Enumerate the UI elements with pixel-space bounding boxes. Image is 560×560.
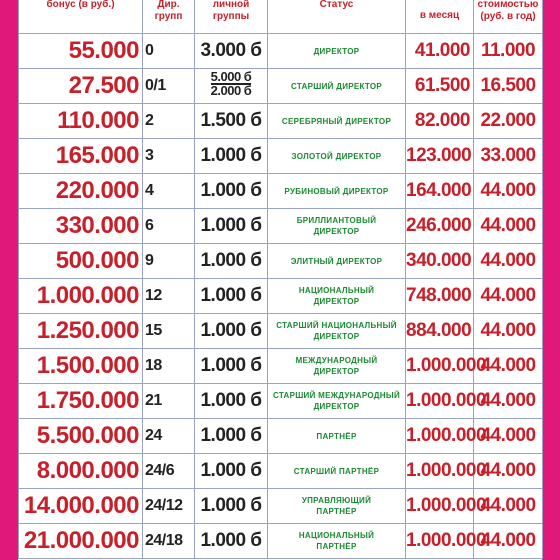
bonus-cell: 5.500.000 xyxy=(19,419,143,454)
header-personal-group: личной группы xyxy=(195,0,268,34)
month-cell: 123.000 xyxy=(406,139,474,174)
personal-group-cell: 1.500 б xyxy=(195,104,268,139)
month-cell: 164.000 xyxy=(406,174,474,209)
value-cell: 44.000 xyxy=(474,454,543,489)
personal-group-cell: 1.000 б xyxy=(195,279,268,314)
value-cell: 44.000 xyxy=(474,419,543,454)
table-row xyxy=(19,69,543,104)
dir-groups-cell: 3 xyxy=(143,139,195,174)
value-cell: 44.000 xyxy=(474,244,543,279)
table-row xyxy=(19,279,543,314)
dir-groups-cell: 0 xyxy=(143,34,195,69)
dir-groups-cell: 9 xyxy=(143,244,195,279)
table-row xyxy=(19,524,543,559)
month-cell: 1.000.000 xyxy=(406,349,474,384)
table-row xyxy=(19,104,543,139)
status-cell: БРИЛЛИАНТОВЫЙ ДИРЕКТОР xyxy=(268,209,406,244)
value-cell: 44.000 xyxy=(474,314,543,349)
status-cell: СЕРЕБРЯНЫЙ ДИРЕКТОР xyxy=(268,104,406,139)
bonus-cell: 14.000.000 xyxy=(19,489,143,524)
bonus-cell: 330.000 xyxy=(19,209,143,244)
value-cell: 22.000 xyxy=(474,104,543,139)
personal-group-bottom: 2.000 б xyxy=(210,83,252,98)
personal-group-cell: 1.000 б xyxy=(195,454,268,489)
personal-group-cell: 1.000 б xyxy=(195,349,268,384)
bonus-cell: 55.000 xyxy=(19,34,143,69)
dir-groups-cell: 18 xyxy=(143,349,195,384)
dir-groups-cell: 15 xyxy=(143,314,195,349)
table-row xyxy=(19,314,543,349)
table-row xyxy=(19,349,543,384)
personal-group-top: 5.000 б xyxy=(210,69,252,84)
value-cell: 44.000 xyxy=(474,174,543,209)
month-cell: 41.000 xyxy=(406,34,474,69)
status-cell: СТАРШИЙ НАЦИОНАЛЬНЫЙ ДИРЕКТОР xyxy=(268,314,406,349)
personal-group-cell: 1.000 б xyxy=(195,244,268,279)
value-cell: 11.000 xyxy=(474,34,543,69)
table-row xyxy=(19,384,543,419)
bonus-cell: 220.000 xyxy=(19,174,143,209)
bonus-cell: 500.000 xyxy=(19,244,143,279)
status-cell: ПАРТНЁР xyxy=(268,419,406,454)
value-cell: 44.000 xyxy=(474,279,543,314)
value-cell: 16.500 xyxy=(474,69,543,104)
value-cell: 44.000 xyxy=(474,524,543,559)
status-cell: СТАРШИЙ ПАРТНЁР xyxy=(268,454,406,489)
dir-groups-cell: 12 xyxy=(143,279,195,314)
month-cell: 1.000.000 xyxy=(406,489,474,524)
personal-group-cell: 1.000 б xyxy=(195,524,268,559)
table-row xyxy=(19,244,543,279)
value-cell: 33.000 xyxy=(474,139,543,174)
personal-group-cell: 1.000 б xyxy=(195,174,268,209)
header-status: Статус xyxy=(268,0,406,34)
header-month: в месяц xyxy=(406,0,474,34)
table-header-row xyxy=(19,0,543,34)
table-row xyxy=(19,209,543,244)
status-cell: НАЦИОНАЛЬНЫЙ ПАРТНЁР xyxy=(268,524,406,559)
month-cell: 748.000 xyxy=(406,279,474,314)
month-cell: 246.000 xyxy=(406,209,474,244)
dir-groups-cell: 24/18 xyxy=(143,524,195,559)
personal-group-cell: 1.000 б xyxy=(195,489,268,524)
bonus-cell: 1.500.000 xyxy=(19,349,143,384)
status-cell: СТАРШИЙ ДИРЕКТОР xyxy=(268,69,406,104)
month-cell: 82.000 xyxy=(406,104,474,139)
bonus-cell: 8.000.000 xyxy=(19,454,143,489)
table-row xyxy=(19,454,543,489)
value-cell: 44.000 xyxy=(474,489,543,524)
dir-groups-cell: 21 xyxy=(143,384,195,419)
header-value: стоимостью (руб. в год) xyxy=(474,0,543,34)
personal-group-cell: 3.000 б xyxy=(195,34,268,69)
personal-group-cell: 1.000 б xyxy=(195,209,268,244)
dir-groups-cell: 24 xyxy=(143,419,195,454)
bonus-cell: 21.000.000 xyxy=(19,524,143,559)
month-cell: 1.000.000 xyxy=(406,384,474,419)
dir-groups-cell: 24/12 xyxy=(143,489,195,524)
header-dir-groups: Дир. групп xyxy=(143,0,195,34)
table-row xyxy=(19,419,543,454)
bonus-cell: 110.000 xyxy=(19,104,143,139)
bonus-table-sheet xyxy=(18,0,542,560)
table-row xyxy=(19,174,543,209)
personal-group-cell: 1.000 б xyxy=(195,139,268,174)
value-cell: 44.000 xyxy=(474,209,543,244)
bonus-cell: 165.000 xyxy=(19,139,143,174)
dir-groups-cell: 2 xyxy=(143,104,195,139)
month-cell: 1.000.000 xyxy=(406,419,474,454)
month-cell: 1.000.000 xyxy=(406,524,474,559)
dir-groups-cell: 0/1 xyxy=(143,69,195,104)
status-cell: СТАРШИЙ МЕЖДУНАРОДНЫЙ ДИРЕКТОР xyxy=(268,384,406,419)
status-cell: ЗОЛОТОЙ ДИРЕКТОР xyxy=(268,139,406,174)
month-cell: 340.000 xyxy=(406,244,474,279)
table-row xyxy=(19,489,543,524)
bonus-cell: 1.250.000 xyxy=(19,314,143,349)
table-row xyxy=(19,139,543,174)
status-cell: ЭЛИТНЫЙ ДИРЕКТОР xyxy=(268,244,406,279)
personal-group-cell: 1.000 б xyxy=(195,384,268,419)
status-cell: ДИРЕКТОР xyxy=(268,34,406,69)
dir-groups-cell: 4 xyxy=(143,174,195,209)
status-cell: МЕЖДУНАРОДНЫЙ ДИРЕКТОР xyxy=(268,349,406,384)
dir-groups-cell: 6 xyxy=(143,209,195,244)
dir-groups-cell: 24/6 xyxy=(143,454,195,489)
header-bonus: бонус (в руб.) xyxy=(19,0,143,34)
personal-group-cell xyxy=(195,69,268,104)
status-cell: УПРАВЛЯЮЩИЙ ПАРТНЁР xyxy=(268,489,406,524)
personal-group-cell: 1.000 б xyxy=(195,314,268,349)
bonus-cell: 1.000.000 xyxy=(19,279,143,314)
value-cell: 44.000 xyxy=(474,349,543,384)
bonus-cell: 1.750.000 xyxy=(19,384,143,419)
personal-group-cell: 1.000 б xyxy=(195,419,268,454)
status-cell: РУБИНОВЫЙ ДИРЕКТОР xyxy=(268,174,406,209)
status-cell: НАЦИОНАЛЬНЫЙ ДИРЕКТОР xyxy=(268,279,406,314)
month-cell: 884.000 xyxy=(406,314,474,349)
bonus-table xyxy=(18,0,543,559)
table-row xyxy=(19,34,543,69)
month-cell: 1.000.000 xyxy=(406,454,474,489)
month-cell: 61.500 xyxy=(406,69,474,104)
bonus-cell: 27.500 xyxy=(19,69,143,104)
value-cell: 44.000 xyxy=(474,384,543,419)
